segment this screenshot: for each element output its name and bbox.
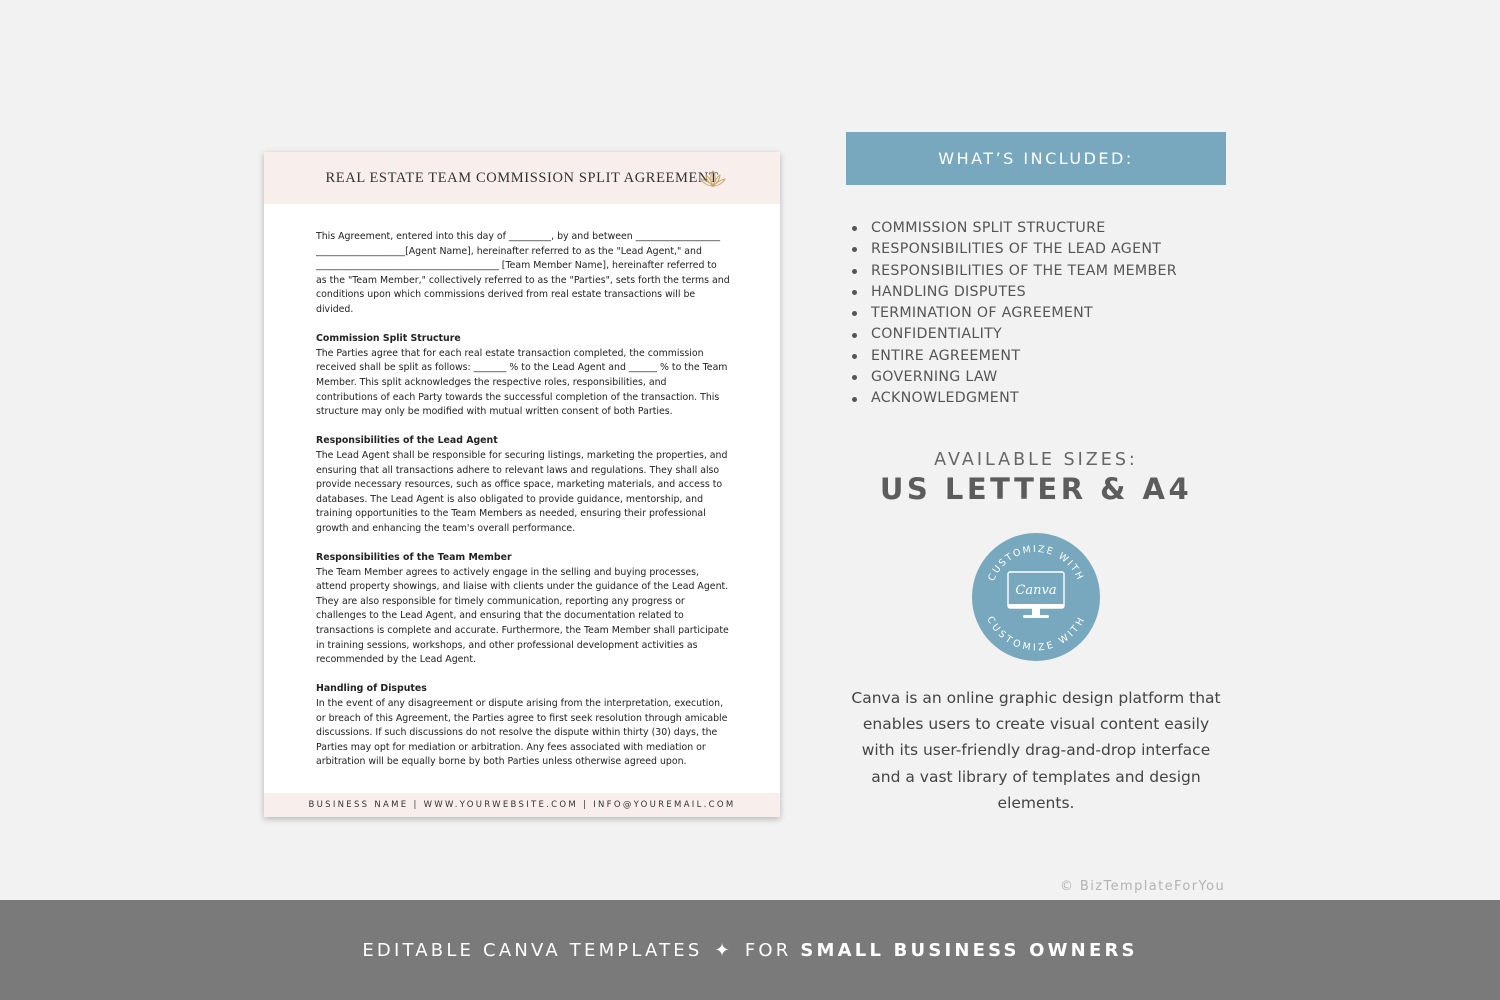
section-heading: Responsibilities of the Team Member	[316, 552, 512, 564]
whats-included-title: WHAT’S INCLUDED:	[938, 149, 1134, 168]
section-text: The Parties agree that for each real estate transaction completed, the commission received shall be split as follows: _______ % to the Lead Agent and ______ % to the Team Member. This split acknowledges the respective roles, responsibilities, and contributions of each Party towards the successful completion of the transaction. This structure may only be modified with mutual written consent of both Parties.	[316, 347, 728, 418]
document-title: REAL ESTATE TEAM COMMISSION SPLIT AGREEMENT	[325, 169, 719, 186]
canva-logo-text: Canva	[1015, 583, 1057, 598]
bullet-icon	[852, 247, 857, 252]
list-item: COMMISSION SPLIT STRUCTURE	[852, 218, 1177, 239]
list-item: ENTIRE AGREEMENT	[852, 346, 1177, 367]
list-item: HANDLING DISPUTES	[852, 282, 1177, 303]
bullet-icon	[852, 269, 857, 274]
list-item: GOVERNING LAW	[852, 367, 1177, 388]
list-item: RESPONSIBILITIES OF THE LEAD AGENT	[852, 239, 1177, 260]
bullet-icon	[852, 333, 857, 338]
banner-lead: EDITABLE CANVA TEMPLATES	[362, 939, 703, 961]
agreement-intro: This Agreement, entered into this day of _________, by and between __________________ ___________________[Agent Name], hereinafter referred to as the "Lead Agent," and _______________________________________ [Team Member Name], hereinafter referred to as the "Team Member," collectively referred to as the "Parties", sets forth the terms and conditions upon which commissions derived from real estate transactions will be divided.	[316, 231, 730, 315]
document-body	[316, 230, 730, 770]
section-heading: Responsibilities of the Lead Agent	[316, 435, 498, 447]
section-commission-split	[316, 332, 730, 420]
document-footer: BUSINESS NAME | WWW.YOURWEBSITE.COM | INFO@YOUREMAIL.COM	[264, 793, 780, 817]
sizes-label: AVAILABLE SIZES:	[934, 450, 1138, 470]
section-text: The Team Member agrees to actively engage in the selling and buying processes, attend property showings, and liaise with clients under the guidance of the Lead Agent. They are also responsible for timely communication, reporting any progress or challenges to the Lead Agent, and ensuring that the documentation related to transactions is complete and accurate. Furthermore, the Team Member shall participate in training sessions, workshops, and other professional development activities as recommended by the Lead Agent.	[316, 566, 729, 666]
list-item: RESPONSIBILITIES OF THE TEAM MEMBER	[852, 261, 1177, 282]
bullet-icon	[852, 375, 857, 380]
star-icon: ✦	[714, 939, 733, 961]
section-lead-agent	[316, 434, 730, 536]
included-list	[852, 218, 1177, 410]
section-text: In the event of any disagreement or dispute arising from the interpretation, execution, or breach of this Agreement, the Parties agree to first seek resolution through amicable discussions. If such discussions do not resolve the dispute within thirty (30) days, the Parties may opt for mediation or arbitration. Any fees associated with mediation or arbitration will be equally borne by both Parties unless otherwise agreed upon.	[316, 698, 728, 768]
section-team-member	[316, 551, 730, 668]
bullet-icon	[852, 226, 857, 231]
bullet-icon	[852, 311, 857, 316]
list-item: ACKNOWLEDGMENT	[852, 388, 1177, 409]
section-disputes	[316, 682, 730, 770]
lotus-icon	[700, 169, 726, 189]
badge-bottom-text: CUSTOMIZE WITH	[984, 614, 1088, 654]
list-item: TERMINATION OF AGREEMENT	[852, 303, 1177, 324]
section-text: The Lead Agent shall be responsible for securing listings, marketing the properties, and ensuring that all transactions adhere to relevant laws and regulations. They shall also provide necessary resources, such as office space, marketing materials, and access to databases. The Lead Agent is also obligated to provide guidance, mentorship, and training opportunities to the Team Members as needed, ensuring their professional growth and enhancing the team's overall performance.	[316, 449, 728, 534]
sizes-value: US LETTER & A4	[879, 472, 1193, 506]
banner-mid: FOR	[744, 939, 792, 961]
customize-with-canva-badge	[971, 532, 1101, 662]
canva-description: Canva is an online graphic design platform that enables users to create visual content easily with its user-friendly drag-and-drop interface and a vast library of templates and design elements.	[851, 689, 1221, 812]
copyright-text: © BizTemplateForYou	[1060, 879, 1226, 894]
bottom-banner	[0, 900, 1500, 1000]
document-preview	[264, 152, 780, 817]
badge-top-text: CUSTOMIZE WITH	[986, 543, 1086, 583]
section-heading: Commission Split Structure	[316, 333, 461, 345]
section-heading: Handling of Disputes	[316, 683, 427, 695]
bullet-icon	[852, 290, 857, 295]
bullet-icon	[852, 397, 857, 402]
document-header	[264, 152, 780, 204]
whats-included-header	[846, 132, 1226, 185]
list-item: CONFIDENTIALITY	[852, 324, 1177, 345]
bullet-icon	[852, 354, 857, 359]
banner-bold: SMALL BUSINESS OWNERS	[800, 939, 1138, 961]
